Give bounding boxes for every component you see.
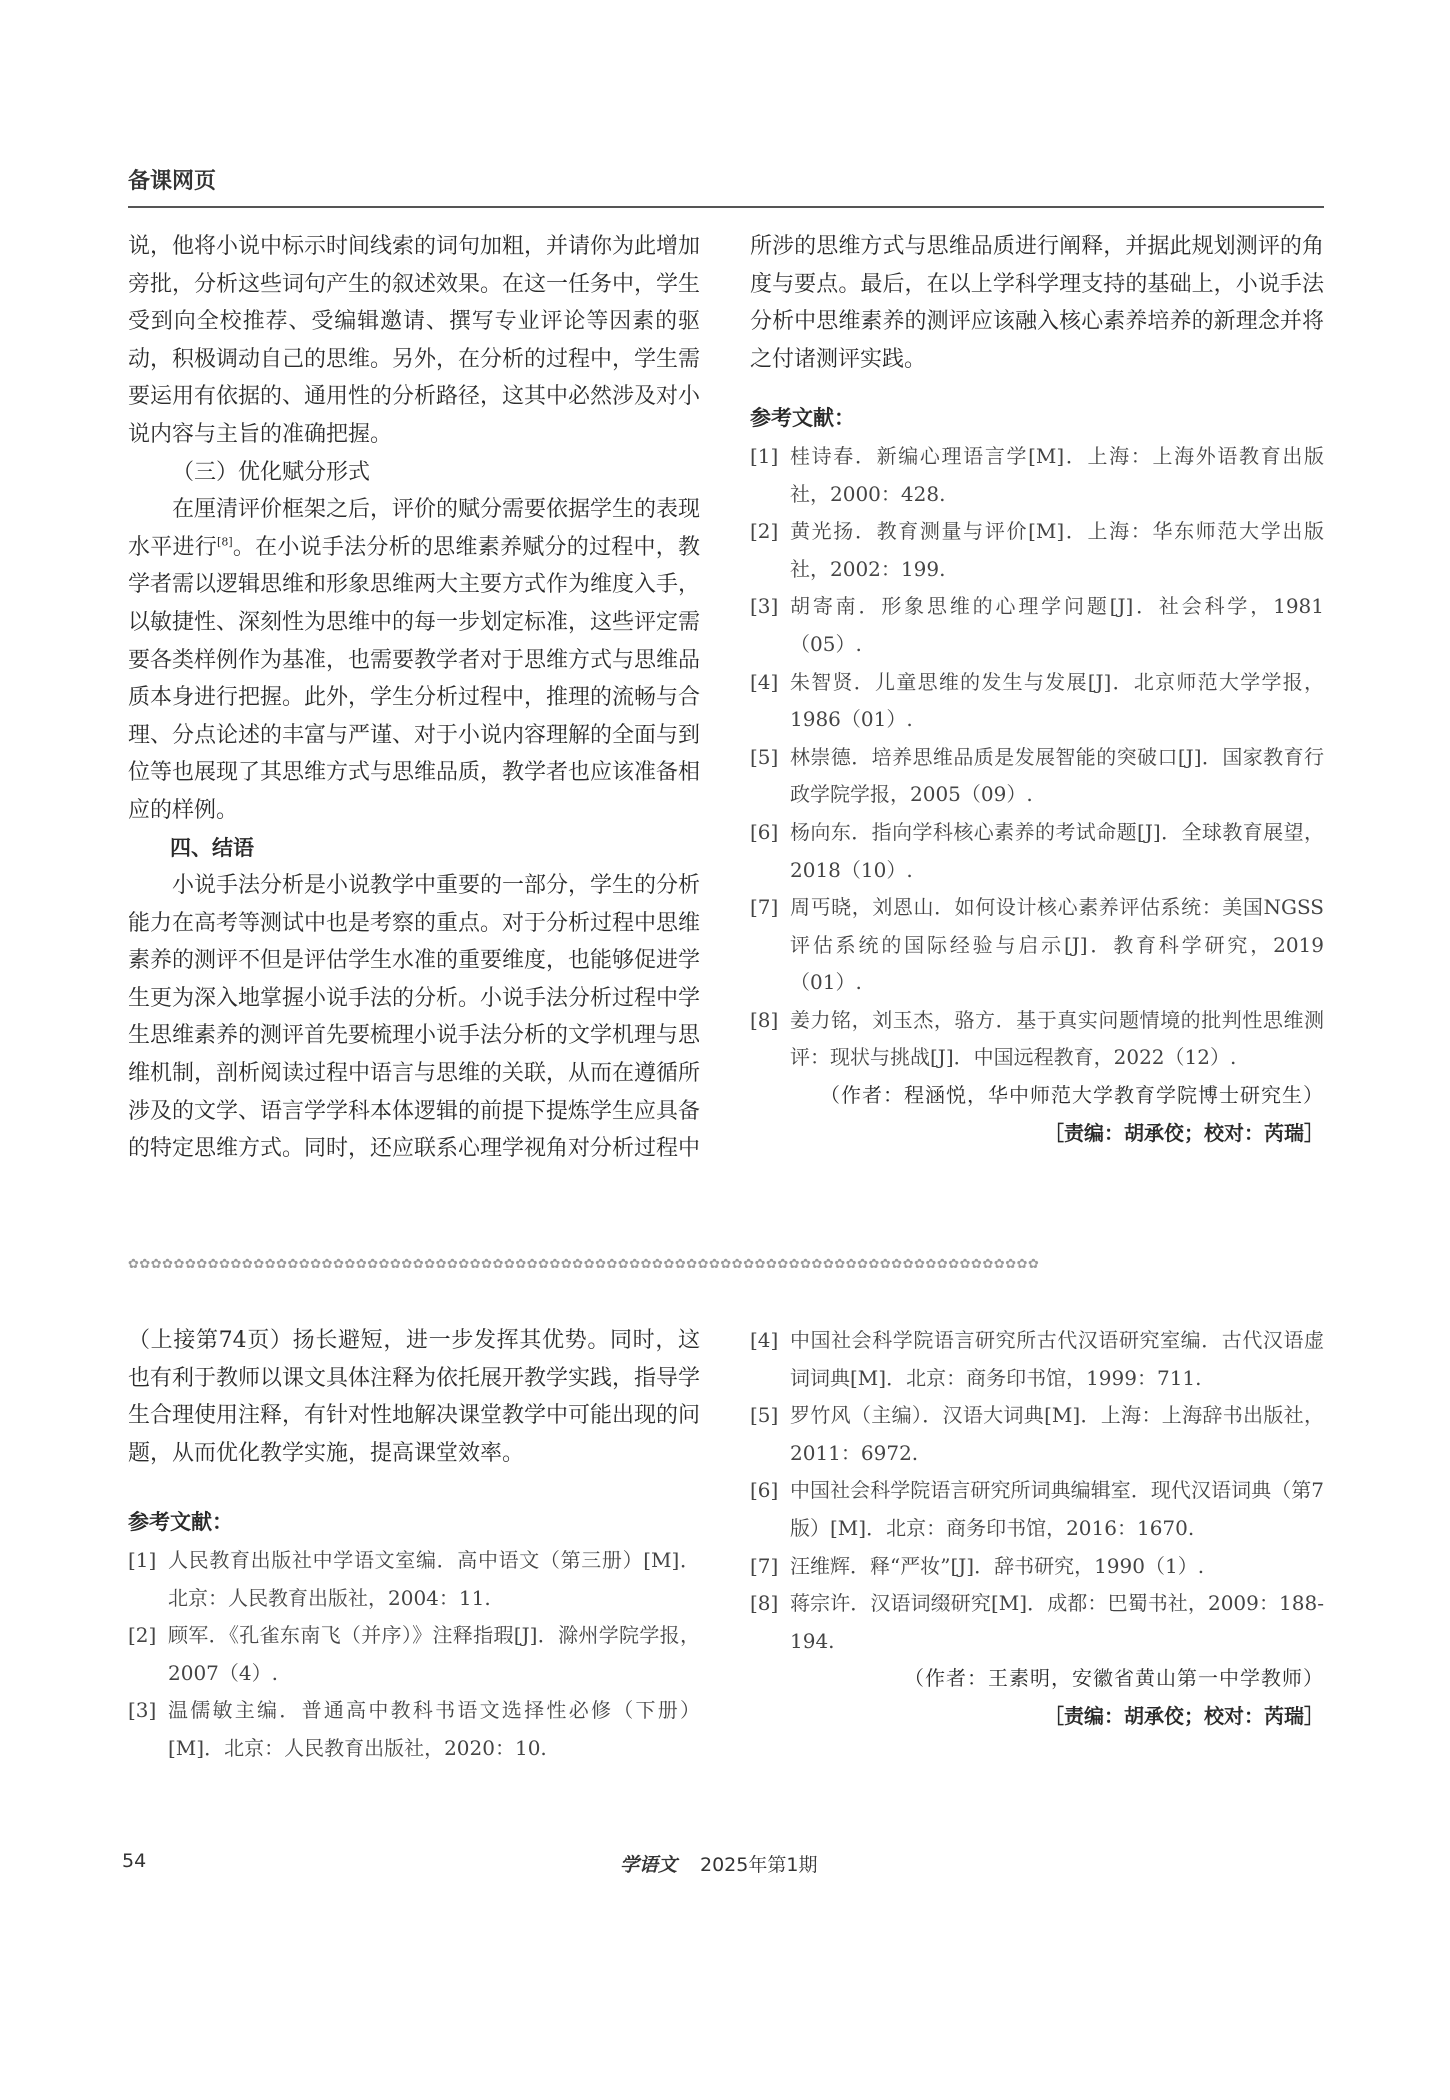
body-paragraph: 小说手法分析是小说教学中重要的一部分，学生的分析能力在高考等测试中也是考察的重点。对于分析过程中思维素养的测评不但是评估学生水准的重要维度，也能够促进学生更为深入地掌握小说手法的分析。小说手法分析过程中学生思维素养的测评首先要梳理小说手法分析的文学机理与思维机制，剖析阅读过程中语言与思维的关联，从而在遵循所涉及的文学、语言学学科本体逻辑的前提下提炼学生应具备的特定思维方式。同时，还应联系心理学视角对分析过程中 (128, 873, 701, 1162)
body-paragraph: 说，他将小说中标示时间线索的词句加粗，并请你为此增加旁批，分析这些词句产生的叙述效果。在这一任务中，学生受到向全校推荐、受编辑邀请、撰写专业评论等因素的驱动，积极调动自己的思维。另外，在分析的过程中，学生需要运用有依据的、通用性的分析路径，这其中必然涉及对小说内容与主旨的准确把握。 (128, 234, 701, 447)
top-right-column (750, 228, 1324, 1152)
journal-name: 学语文 (620, 1854, 678, 1876)
references-list (750, 438, 1324, 1077)
star-divider: ✿✿✿✿✿✿✿✿✿✿✿✿✿✿✿✿✿✿✿✿✿✿✿✿✿✿✿✿✿✿✿✿✿✿✿✿✿✿✿✿✿✿✿✿✿✿✿✿✿✿✿✿✿✿✿✿✿✿✿✿✿✿✿✿✿✿✿✿✿✿✿✿✿✿✿✿✿✿✿✿ (128, 1257, 1040, 1272)
subheading: （三）优化赋分形式 (172, 459, 371, 485)
reference-item: [6] 杨向东．指向学科核心素养的考试命题[J]．全球教育展望，2018（10）. (750, 819, 1324, 882)
reference-item: [5] 林崇德．培养思维品质是发展智能的突破口[J]．国家教育行政学院学报，2005（09）. (750, 744, 1324, 807)
references-title: 参考文献： (128, 1510, 233, 1535)
header-rule (128, 206, 1324, 208)
reference-item: [1] 桂诗春．新编心理语言学[M]．上海：上海外语教育出版社，2000：428. (750, 443, 1324, 506)
reference-item: [1] 人民教育出版社中学语文室编．高中语文（第三册）[M]．北京：人民教育出版社，2004：11. (128, 1547, 700, 1610)
body-paragraph: （上接第74页）扬长避短，进一步发挥其优势。同时，这也有利于教师以课文具体注释为依托展开教学实践，指导学生合理使用注释，有针对性地解决课堂教学中可能出现的问题，从而优化教学实施，提高课堂效率。 (128, 1328, 701, 1466)
references-list (750, 1322, 1324, 1660)
author-line: （作者：王素明，安徽省黄山第一中学教师） (904, 1666, 1324, 1691)
body-paragraph: 在厘清评价框架之后，评价的赋分需要依据学生的表现水平进行[8]。在小说手法分析的思维素养赋分的过程中，教学者需以逻辑思维和形象思维两大主要方式作为维度入手，以敏捷性、深刻性为思维中的每一步划定标准，这些评定需要各类样例作为基准，也需要教学者对于思维方式与思维品质本身进行把握。此外，学生分析过程中，推理的流畅与合理、分点论述的丰富与严谨、对于小说内容理解的全面与到位等也展现了其思维方式与思维品质，教学者也应该准备相应的样例。 (128, 497, 701, 823)
top-left-column (128, 228, 700, 1168)
reference-item: [3] 温儒敏主编．普通高中教科书语文选择性必修（下册）[M]．北京：人民教育出版社，2020：10. (128, 1698, 700, 1760)
section-header: 备课网页 (128, 169, 217, 194)
issue-label: 2025年第1期 (700, 1854, 818, 1876)
citation-mark: [8] (217, 535, 233, 549)
reference-item: [2] 顾军．《孔雀东南飞（并序）》注释指瑕[J]．滁州学院学报，2007（4）. (128, 1623, 700, 1685)
reference-item: [5] 罗竹风（主编）．汉语大词典[M]．上海：上海辞书出版社，2011：6972. (750, 1403, 1324, 1465)
reference-item: [7] 周丐晓，刘恩山．如何设计核心素养评估系统：美国NGSS评估系统的国际经验与启示[J]．教育科学研究，2019（01）. (750, 895, 1324, 995)
editor-line: ［责编：胡承佼；校对：芮瑞］ (1044, 1703, 1324, 1728)
reference-item: [6] 中国社会科学院语言研究所词典编辑室．现代汉语词典（第7版）[M]．北京：商务印书馆，2016：1670. (750, 1478, 1324, 1540)
references-title: 参考文献： (750, 406, 855, 431)
reference-item: [8] 蒋宗许．汉语词缀研究[M]．成都：巴蜀书社，2009：188-194. (750, 1591, 1324, 1653)
author-line: （作者：程涵悦，华中师范大学教育学院博士研究生） (820, 1083, 1324, 1108)
reference-item: [7] 汪维辉．释“严妆”[J]．辞书研究，1990（1）. (750, 1553, 1205, 1578)
reference-item: [8] 姜力铭，刘玉杰，骆方．基于真实问题情境的批判性思维测评：现状与挑战[J]．中国远程教育，2022（12）. (750, 1007, 1324, 1070)
reference-item: [4] 朱智贤．儿童思维的发生与发展[J]．北京师范大学学报，1986（01）. (750, 669, 1324, 732)
editor-line: ［责编：胡承佼；校对：芮瑞］ (1044, 1120, 1324, 1145)
reference-item: [2] 黄光扬．教育测量与评价[M]．上海：华东师范大学出版社，2002：199. (750, 519, 1324, 581)
section-heading: 四、结语 (170, 835, 254, 860)
bottom-left-column (128, 1322, 700, 1768)
reference-item: [4] 中国社会科学院语言研究所古代汉语研究室编．古代汉语虚词词典[M]．北京：商务印书馆，1999：711. (750, 1328, 1324, 1390)
bottom-right-column (750, 1322, 1324, 1736)
body-paragraph: 所涉的思维方式与思维品质进行阐释，并据此规划测评的角度与要点。最后，在以上学科学理支持的基础上，小说手法分析中思维素养的测评应该融入核心素养培养的新理念并将之付诸测评实践。 (750, 234, 1324, 372)
references-list (128, 1542, 700, 1768)
reference-item: [3] 胡寄南．形象思维的心理学问题[J]．社会科学，1981（05）. (750, 594, 1324, 656)
page-number: 54 (122, 1850, 147, 1872)
